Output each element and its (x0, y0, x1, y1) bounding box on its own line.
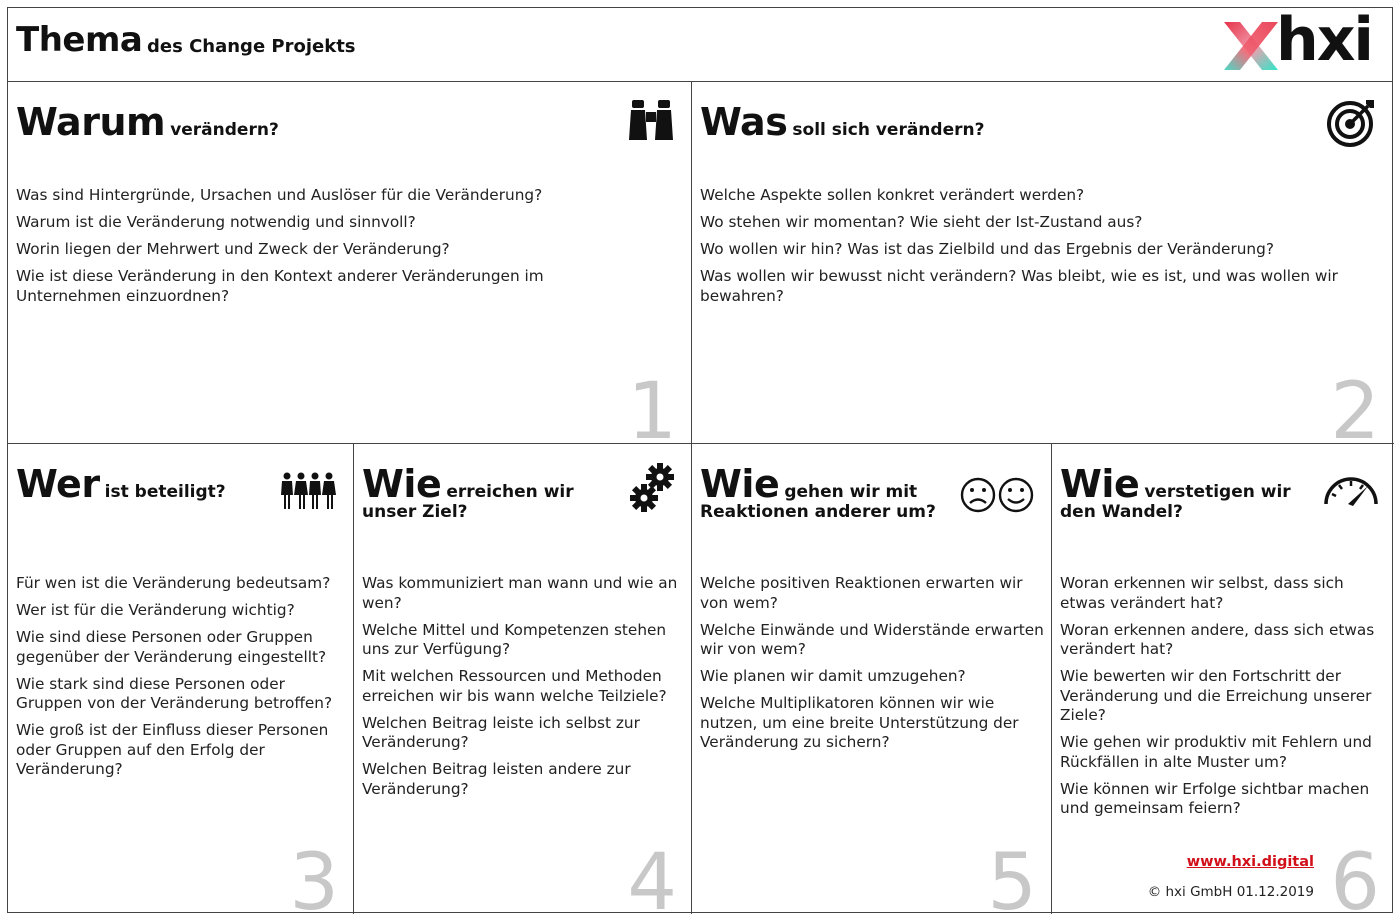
cell-wie-ziel (354, 444, 692, 917)
list-item: Wo wollen wir hin? Was ist das Zielbild und das Ergebnis der Veränderung? (700, 240, 1274, 258)
question-list (16, 574, 352, 787)
cell-heading (1060, 462, 1291, 506)
heading-main: Wie (1060, 462, 1140, 506)
cell-heading (362, 462, 574, 506)
heading-sub: erreichen wir (446, 482, 574, 502)
heading-sub: ist beteiligt? (104, 482, 226, 502)
list-item: Für wen ist die Veränderung bedeutsam? (16, 574, 331, 592)
cell-wer (8, 444, 354, 917)
list-item: Welchen Beitrag leisten andere zur Veränderung? (362, 760, 631, 798)
list-item: Was sind Hintergründe, Ursachen und Auslöser für die Veränderung? (16, 186, 543, 204)
list-item: Wie können wir Erfolge sichtbar machen und gemeinsam feiern? (1060, 779, 1370, 817)
heading-sub: verstetigen wir (1144, 482, 1291, 502)
cell-wie-verstetigen (1052, 444, 1394, 917)
heading-main: Wie (362, 462, 442, 506)
list-item: Wo stehen wir momentan? Wie sieht der Ist-Zustand aus? (700, 213, 1143, 231)
canvas-header (8, 5, 1392, 82)
list-item: Welchen Beitrag leiste ich selbst zur Veränderung? (362, 713, 640, 751)
heading-main: Wer (16, 462, 100, 506)
speedometer-icon (1322, 474, 1380, 508)
question-list (700, 574, 1045, 760)
list-item: Woran erkennen wir selbst, dass sich etwas verändert hat? (1060, 574, 1344, 612)
sad-happy-faces-icon (960, 476, 1036, 514)
logo-text: hxi (1276, 5, 1372, 75)
gears-icon (630, 462, 676, 514)
list-item: Wer ist für die Veränderung wichtig? (16, 601, 295, 619)
heading-sub: soll sich verändern? (792, 120, 985, 140)
question-list (16, 186, 576, 314)
heading-main: Was (700, 100, 788, 144)
website-link[interactable]: www.hxi.digital (1186, 854, 1314, 870)
heading-sub-line2: Reaktionen anderer um? (700, 502, 936, 522)
list-item: Wie planen wir damit umzugehen? (700, 667, 966, 685)
target-icon (1326, 98, 1376, 148)
list-item: Welche Aspekte sollen konkret verändert werden? (700, 186, 1085, 204)
list-item: Mit welchen Ressourcen und Methoden erreichen wir bis wann welche Teilziele? (362, 667, 667, 705)
cell-heading (700, 462, 917, 506)
question-list (362, 574, 690, 807)
cell-number: 5 (987, 838, 1037, 917)
cell-heading (700, 100, 984, 144)
cell-heading (16, 462, 226, 506)
list-item: Warum ist die Veränderung notwendig und sinnvoll? (16, 213, 416, 231)
list-item: Worin liegen der Mehrwert und Zweck der Veränderung? (16, 240, 450, 258)
heading-sub-line2: unser Ziel? (362, 502, 468, 522)
list-item: Welche Multiplikatoren können wir wie nutzen, um eine breite Unterstützung der Veränderung zu sichern? (700, 694, 1019, 751)
heading-sub-line2: den Wandel? (1060, 502, 1183, 522)
cell-number: 2 (1330, 367, 1380, 457)
page-title: Thema (16, 20, 143, 60)
cell-was (692, 82, 1394, 457)
heading-main: Warum (16, 100, 166, 144)
list-item: Wie groß ist der Einfluss dieser Personen oder Gruppen auf den Erfolg der Veränderung? (16, 721, 329, 778)
people-icon (280, 472, 336, 510)
cell-number: 1 (627, 367, 677, 457)
cell-number: 6 (1330, 838, 1380, 917)
binoculars-icon (628, 98, 674, 144)
question-list (700, 186, 1380, 314)
list-item: Woran erkennen andere, dass sich etwas verändert hat? (1060, 620, 1375, 658)
change-canvas (7, 5, 1393, 917)
heading-sub: verändern? (170, 120, 279, 140)
cell-number: 4 (627, 838, 677, 917)
heading-sub: gehen wir mit (784, 482, 918, 502)
hxi-logo (1220, 5, 1380, 75)
page-subtitle: des Change Projekts (147, 36, 356, 57)
cell-number: 3 (289, 838, 339, 917)
question-list (1060, 574, 1392, 826)
list-item: Wie stark sind diese Personen oder Gruppen von der Veränderung betroffen? (16, 674, 333, 712)
cell-wie-reaktionen (692, 444, 1052, 917)
heading-main: Wie (700, 462, 780, 506)
list-item: Was wollen wir bewusst nicht verändern? Was bleibt, wie es ist, und was wollen wir bewahren? (700, 267, 1338, 305)
list-item: Welche positiven Reaktionen erwarten wir von wem? (700, 574, 1023, 612)
logo-x-mark-icon (1220, 18, 1282, 74)
cell-heading (16, 100, 279, 144)
list-item: Wie sind diese Personen oder Gruppen gegenüber der Veränderung eingestellt? (16, 628, 327, 666)
list-item: Wie bewerten wir den Fortschritt der Veränderung und die Erreichung unserer Ziele? (1060, 667, 1372, 724)
list-item: Welche Mittel und Kompetenzen stehen uns zur Verfügung? (362, 620, 667, 658)
list-item: Welche Einwände und Widerstände erwarten wir von wem? (700, 620, 1044, 658)
list-item: Was kommuniziert man wann und wie an wen? (362, 574, 678, 612)
copyright-text: © hxi GmbH 01.12.2019 (1147, 884, 1314, 900)
list-item: Wie gehen wir produktiv mit Fehlern und Rückfällen in alte Muster um? (1060, 733, 1372, 771)
cell-warum (8, 82, 692, 457)
list-item: Wie ist diese Veränderung in den Kontext anderer Veränderungen im Unternehmen einzuordnen? (16, 267, 544, 305)
